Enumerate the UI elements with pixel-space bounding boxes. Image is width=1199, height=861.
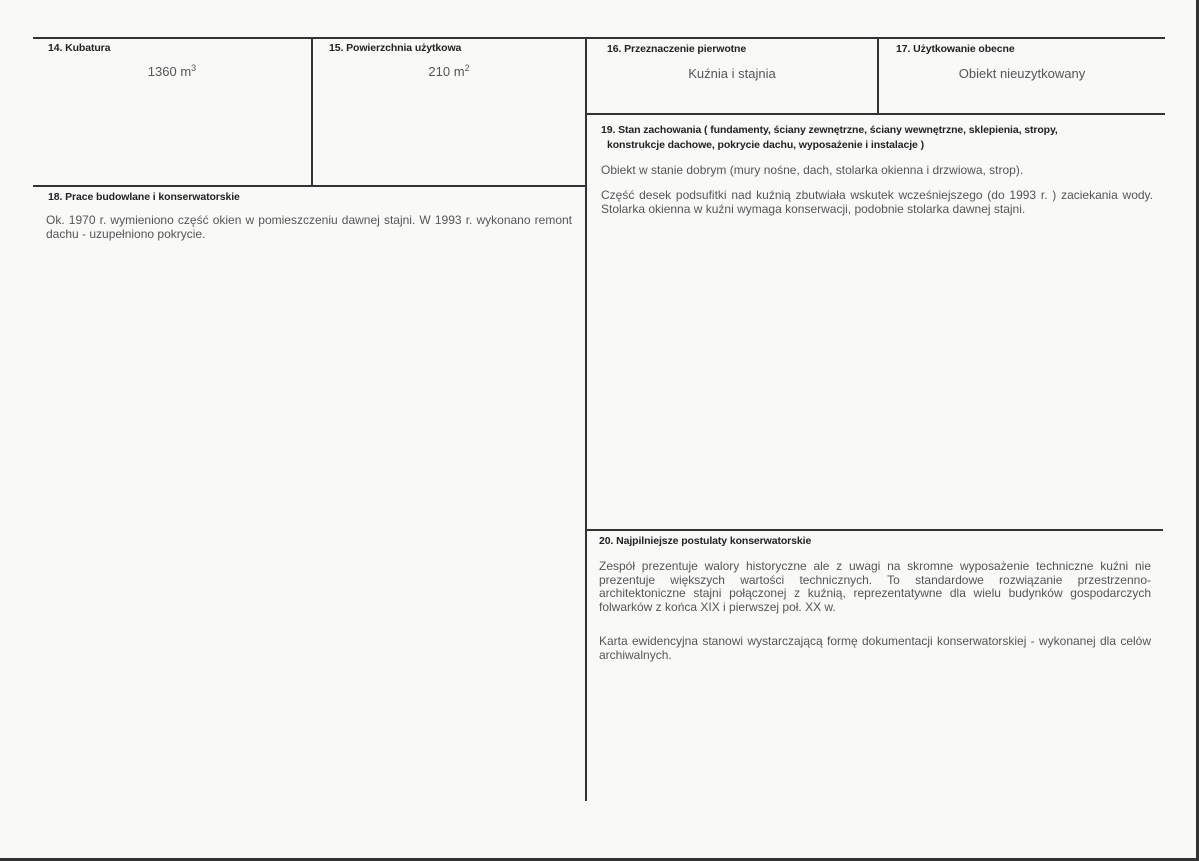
- stan-paragraph-2: Część desek podsufitki nad kuźnią zbutwiała wskutek wcześniejszego (do 1993 r. ) zaciekania wody. Stolarka okienna w kuźni wymaga konserwacji, podobnie stolarka dawnej stajni.: [601, 188, 1153, 216]
- powierzchnia-number: 210 m: [428, 64, 465, 79]
- powierzchnia-value: [313, 63, 585, 79]
- postulaty-label: 20. Najpilniejsze postulaty konserwatorskie: [599, 535, 812, 547]
- stan-paragraph-1: Obiekt w stanie dobrym (mury nośne, dach, stolarka okienna i drzwiowa, strop).: [601, 163, 1024, 177]
- postulaty-paragraph-2: Karta ewidencyjna stanowi wystarczającą formę dokumentacji konserwatorskiej - wykonanej dla celów archiwalnych.: [599, 634, 1151, 662]
- kubatura-value: [33, 63, 311, 79]
- top-rule: [33, 37, 1165, 39]
- divider-14-15: [311, 37, 313, 186]
- kubatura-label: 14. Kubatura: [48, 42, 111, 54]
- przeznaczenie-value: Kuźnia i stajnia: [688, 66, 776, 81]
- rule-above-20: [587, 529, 1163, 531]
- postulaty-paragraph-1: Zespół prezentuje walory historyczne ale z uwagi na skromne wyposażenie techniczne kuźni nie prezentuje większych wartości technicznych. To standardowe rozwiązanie przestrzenno-architektoniczne stajni połączonej z kuźnią, reprezentatywne dla wielu budynków gospodarczych folwarków z końca XIX i pierwszej poł. XX w.: [599, 559, 1151, 614]
- prace-label: 18. Prace budowlane i konserwatorskie: [48, 191, 240, 203]
- kubatura-number: 1360 m: [147, 64, 192, 79]
- powierzchnia-unit-exponent: 2: [464, 63, 470, 73]
- center-divider: [585, 37, 587, 801]
- rule-under-16-17: [587, 113, 1165, 115]
- uzytkowanie-label: 17. Użytkowanie obecne: [896, 43, 1015, 55]
- rule-above-18: [33, 185, 586, 187]
- stan-label-line2: konstrukcje dachowe, pokrycie dachu, wyposażenie i instalacje ): [607, 139, 924, 151]
- przeznaczenie-label: 16. Przeznaczenie pierwotne: [607, 43, 747, 55]
- kubatura-unit-exponent: 3: [191, 63, 197, 73]
- powierzchnia-label: 15. Powierzchnia użytkowa: [329, 42, 462, 54]
- uzytkowanie-value: Obiekt nieuzytkowany: [958, 66, 1086, 81]
- stan-label-line1: 19. Stan zachowania ( fundamenty, ściany zewnętrzne, ściany wewnętrzne, sklepienia, stropy,: [601, 124, 1058, 136]
- prace-paragraph-1: Ok. 1970 r. wymieniono część okien w pomieszczeniu dawnej stajni. W 1993 r. wykonano remont dachu - uzupełniono pokrycie.: [46, 213, 572, 241]
